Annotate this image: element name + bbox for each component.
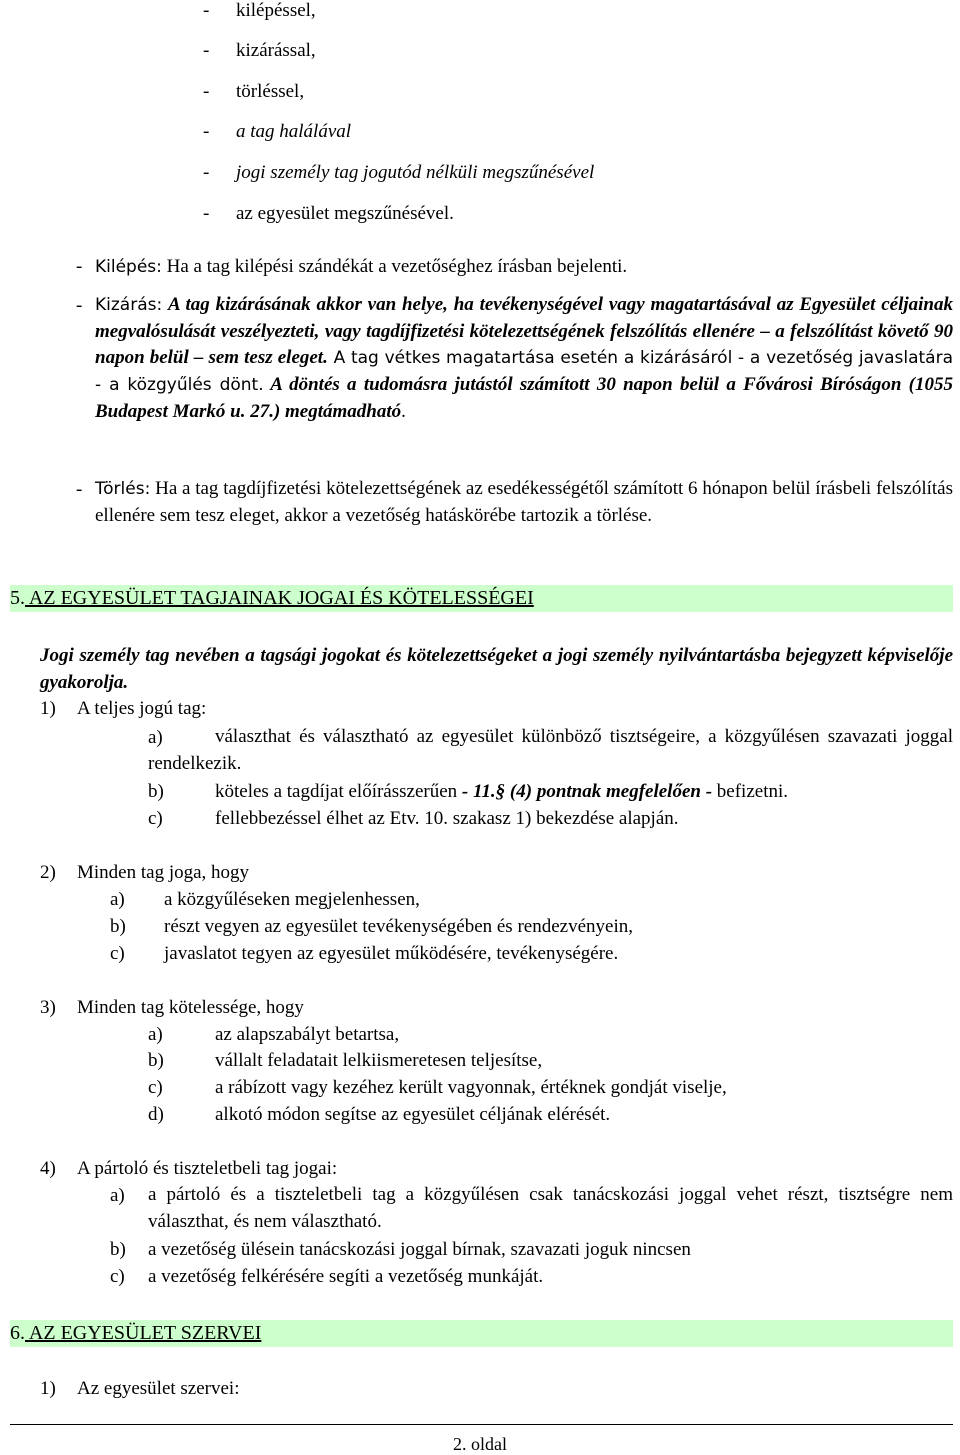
- point-2-title: 2) Minden tag joga, hogy: [40, 862, 250, 883]
- point-4a: a pártoló és a tiszteletbeli tag a közgyűlésen csak tanácskozási joggal vehet részt, tisztségre nem választhat, és nem választható.: [148, 1184, 953, 1232]
- point-1-title: 1) A teljes jogú tag:: [40, 698, 207, 719]
- page-number: 2. oldal: [453, 1434, 507, 1454]
- section-5-heading: 5. AZ EGYESÜLET TAGJAINAK JOGAI ÉS KÖTELESSÉGEI: [10, 585, 953, 612]
- kilepes-paragraph: - Kilépés: Ha a tag kilépési szándékát a vezetőséghez írásban bejelenti.: [76, 256, 628, 277]
- list-item: - jogi személy tag jogutód nélküli megszűnésével: [203, 162, 595, 183]
- list-item: b) a vezetőség ülésein tanácskozási joggal bírnak, szavazati joguk nincsen: [110, 1239, 691, 1260]
- kizaras-label: Kizárás:: [95, 295, 163, 315]
- point-1c: c) fellebbezéssel élhet az Etv. 10. szakasz 1) bekezdése alapján.: [148, 808, 679, 829]
- list-item: - kizárással,: [203, 40, 316, 61]
- legal-entity-note: Jogi személy tag nevében a tagsági jogokat és kötelezettségeket a jogi személy nyilvántartásba bejegyzett képviselője gyakorolja.: [40, 645, 953, 693]
- point-1b: b) köteles a tagdíjat előírásszerűen - 11.§ (4) pontnak megfelelően - befizetni.: [148, 781, 789, 802]
- section-6-heading: 6. AZ EGYESÜLET SZERVEI: [10, 1320, 953, 1347]
- list-item: d) alkotó módon segítse az egyesület céljának elérését.: [148, 1104, 611, 1125]
- list-item: - a tag halálával: [203, 121, 352, 142]
- list-item: c) javaslatot tegyen az egyesület működésére, tevékenységére.: [110, 943, 619, 964]
- kilepes-label: Kilépés:: [95, 257, 162, 277]
- point-3-title: 3) Minden tag kötelessége, hogy: [40, 997, 304, 1018]
- list-item: a) az alapszabályt betartsa,: [148, 1024, 400, 1045]
- section-6-point-1: 1) Az egyesület szervei:: [40, 1378, 240, 1399]
- point-1a: választhat és választható az egyesület különböző tisztségeire, a közgyűlésen szavazati joggal rendelkezik.: [148, 726, 953, 774]
- list-item: c) a vezetőség felkérésére segíti a vezetőség munkáját.: [110, 1266, 544, 1287]
- list-item: a) a közgyűléseken megjelenhessen,: [110, 889, 420, 910]
- torles-paragraph: Törlés: Ha a tag tagdíjfizetési kötelezettségének az esedékességétől számított 6 hónapon belül írásbeli felszólítás ellenére sem tesz eleget, akkor a vezetőség hatáskörébe tartozik a törlése.: [95, 478, 953, 526]
- list-item: c) a rábízott vagy kezéhez került vagyonnak, értéknek gondját viselje,: [148, 1077, 727, 1098]
- footer-divider: [10, 1424, 953, 1425]
- list-item: b) részt vegyen az egyesület tevékenységében és rendezvényein,: [110, 916, 633, 937]
- torles-label: Törlés:: [95, 479, 151, 499]
- point-4-title: 4) A pártoló és tiszteletbeli tag jogai:: [40, 1158, 338, 1179]
- kizaras-paragraph: Kizárás: A tag kizárásának akkor van helye, ha tevékenységével vagy magatartásával az Egyesület céljainak megvalósulását veszélyezteti, vagy tagdíjfizetési kötelezettségének felszólítás ellenére – a felszólítást követő 90 napon belül – sem tesz eleget. A tag vétkes magatartása esetén a kizárásáról - a vezetőség javaslatára - a közgyűlés dönt. A döntés a tudomásra jutástól számított 30 napon belül a Fővárosi Bíróságon (1055 Budapest Markó u. 27.) megtámadható.: [95, 294, 954, 422]
- list-item: - törléssel,: [203, 81, 305, 102]
- list-item: - kilépéssel,: [203, 0, 316, 21]
- list-item: b) vállalt feladatait lelkiismeretesen teljesítse,: [148, 1050, 543, 1071]
- list-item: - az egyesület megszűnésével.: [203, 203, 454, 224]
